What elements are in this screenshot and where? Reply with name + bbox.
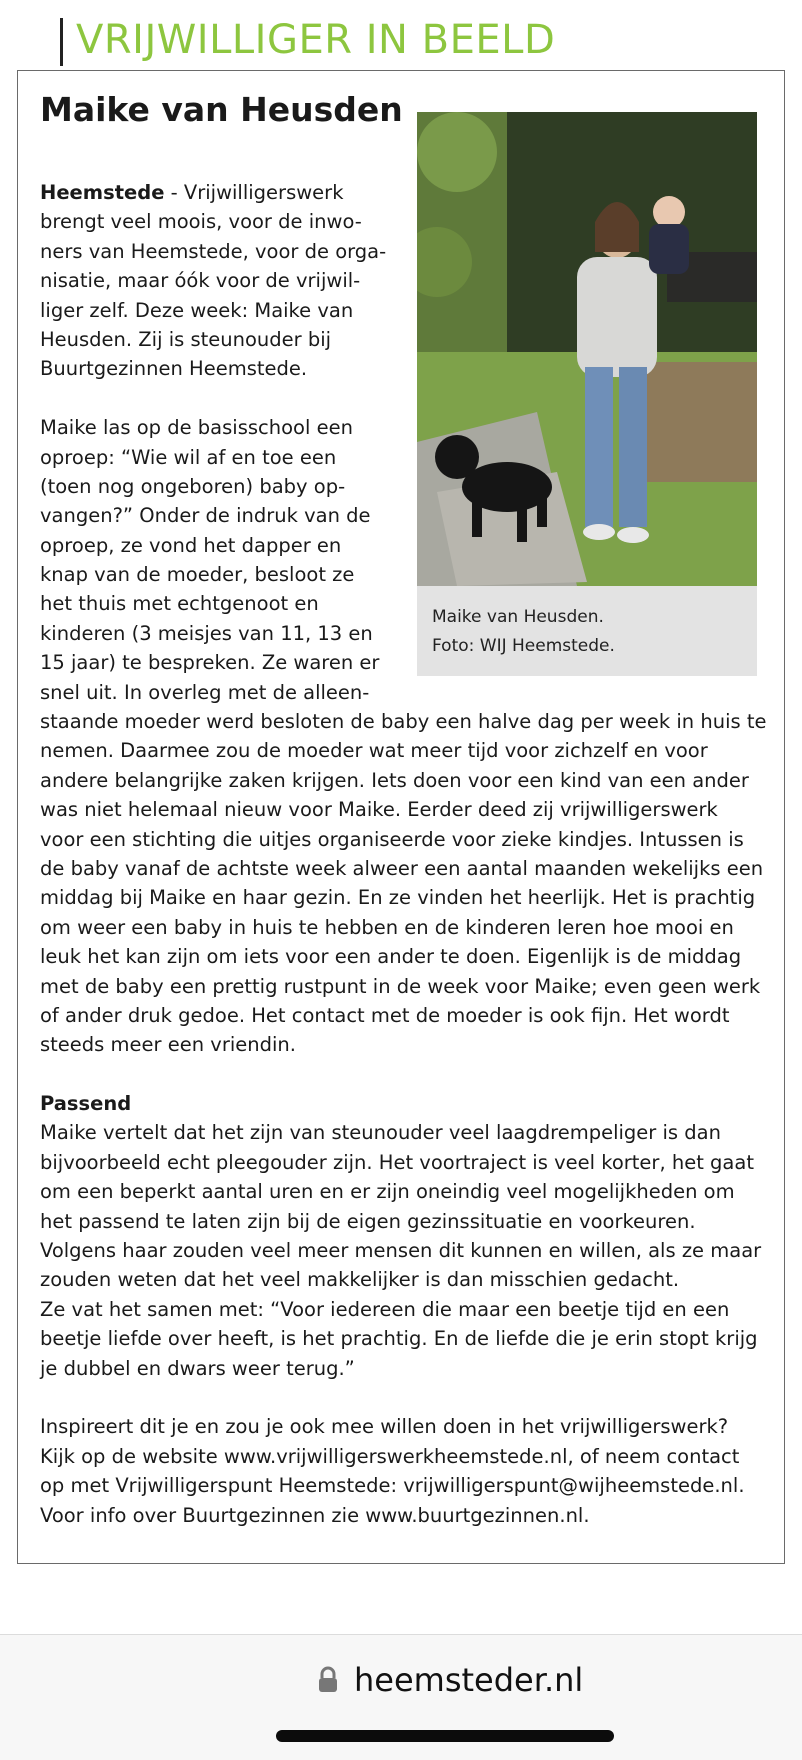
text-line: leuk het kan zijn om iets voor een ander te doen. Eigenlijk is de middag <box>40 945 742 969</box>
text-line: liger zelf. Deze week: Maike van <box>40 298 354 322</box>
url-text: heemsteder.nl <box>354 1661 584 1699</box>
article-photo <box>417 112 757 586</box>
text-line: Inspireert dit je en zou je ook mee willen doen in het vrijwilligerswerk? <box>40 1415 729 1439</box>
article-body-main <box>40 707 768 1530</box>
caption-line: Foto: WIJ Heemstede. <box>432 636 615 656</box>
text-line: ners van Heemstede, voor de orga- <box>40 239 387 263</box>
text-line: 15 jaar) te bespreken. Ze waren er <box>40 651 380 675</box>
text-line: je dubbel en dwars weer terug.” <box>40 1356 355 1380</box>
article-body-intro <box>40 178 387 707</box>
text-line: middag bij Maike en haar gezin. En ze vinden het heerlijk. Het is prachtig <box>40 886 756 910</box>
text-line: brengt veel moois, voor de inwo- <box>40 210 362 234</box>
text-line: het thuis met echtgenoot en <box>40 592 319 616</box>
address-bar[interactable] <box>318 1660 583 1700</box>
text-line: met de baby een prettig rustpunt in de week voor Maike; even geen werk <box>40 974 761 998</box>
text-line: steeds meer een vriendin. <box>40 1033 296 1057</box>
caption-line: Maike van Heusden. <box>432 607 604 627</box>
text-line: nisatie, maar óók voor de vrijwil- <box>40 269 361 293</box>
lead-location: Heemstede <box>40 181 165 204</box>
lock-icon <box>318 1666 338 1694</box>
text-line: voor een stichting die uitjes organiseerde voor zieke kindjes. Intussen is <box>40 827 744 851</box>
section-header: VRIJWILLIGER IN BEELD <box>76 17 556 63</box>
text-line: om weer een baby in huis te hebben en de kinderen leren hoe mooi en <box>40 915 734 939</box>
header-divider <box>60 18 63 66</box>
text-line: oproep, ze vond het dapper en <box>40 533 342 557</box>
article-title: Maike van Heusden <box>40 90 403 129</box>
text-line: vangen?” Onder de indruk van de <box>40 504 371 528</box>
text-line: beetje liefde over heeft, is het prachtig. En de liefde die je erin stopt krijg <box>40 1327 758 1351</box>
text-line: of ander druk gedoe. Het contact met de moeder is ook fijn. Het wordt <box>40 1003 730 1027</box>
lead-text: - Vrijwilligerswerk <box>164 181 344 204</box>
text-line: staande moeder werd besloten de baby een halve dag per week in huis te <box>40 710 767 733</box>
text-line: (toen nog ongeboren) baby op- <box>40 474 346 498</box>
text-line: knap van de moeder, besloot ze <box>40 563 355 587</box>
text-line: snel uit. In overleg met de alleen- <box>40 680 370 704</box>
text-line: Volgens haar zouden veel meer mensen dit kunnen en willen, als ze maar <box>40 1239 762 1263</box>
text-line: nemen. Daarmee zou de moeder wat meer tijd voor zichzelf en voor <box>40 739 708 763</box>
text-line: Voor info over Buurtgezinnen zie www.buurtgezinnen.nl. <box>40 1503 590 1527</box>
text-line: oproep: “Wie wil af en toe een <box>40 445 337 469</box>
text-line: het passend te laten zijn bij de eigen gezinssituatie en voorkeuren. <box>40 1209 696 1233</box>
text-line: bijvoorbeeld echt pleegouder zijn. Het voortraject is veel korter, het gaat <box>40 1150 754 1174</box>
text-line: Ze vat het samen met: “Voor iedereen die maar een beetje tijd en een <box>40 1297 730 1321</box>
text-line: de baby vanaf de achtste week alweer een aantal maanden wekelijks een <box>40 856 764 880</box>
text-line: Heusden. Zij is steunouder bij <box>40 327 332 351</box>
text-line: op met Vrijwilligerspunt Heemstede: vrijwilligerspunt@wijheemstede.nl. <box>40 1474 745 1498</box>
photo-caption <box>417 586 757 676</box>
text-line: zouden weten dat het veel makkelijker is dan misschien gedacht. <box>40 1268 680 1292</box>
text-line: Maike vertelt dat het zijn van steunouder veel laagdrempeliger is dan <box>40 1121 721 1145</box>
text-line: Buurtgezinnen Heemstede. <box>40 357 308 381</box>
text-line: kinderen (3 meisjes van 11, 13 en <box>40 621 373 645</box>
home-indicator[interactable] <box>276 1730 614 1742</box>
text-line: Kijk op de website www.vrijwilligerswerkheemstede.nl, of neem contact <box>40 1444 740 1468</box>
text-line: Maike las op de basisschool een <box>40 416 353 440</box>
subheading: Passend <box>40 1092 132 1116</box>
text-line: om een beperkt aantal uren en er zijn oneindig veel mogelijkheden om <box>40 1180 735 1204</box>
text-line: andere belangrijke zaken krijgen. Iets doen voor een kind van een ander <box>40 768 749 792</box>
text-line: was niet helemaal nieuw voor Maike. Eerder deed zij vrijwilligerswerk <box>40 798 718 822</box>
